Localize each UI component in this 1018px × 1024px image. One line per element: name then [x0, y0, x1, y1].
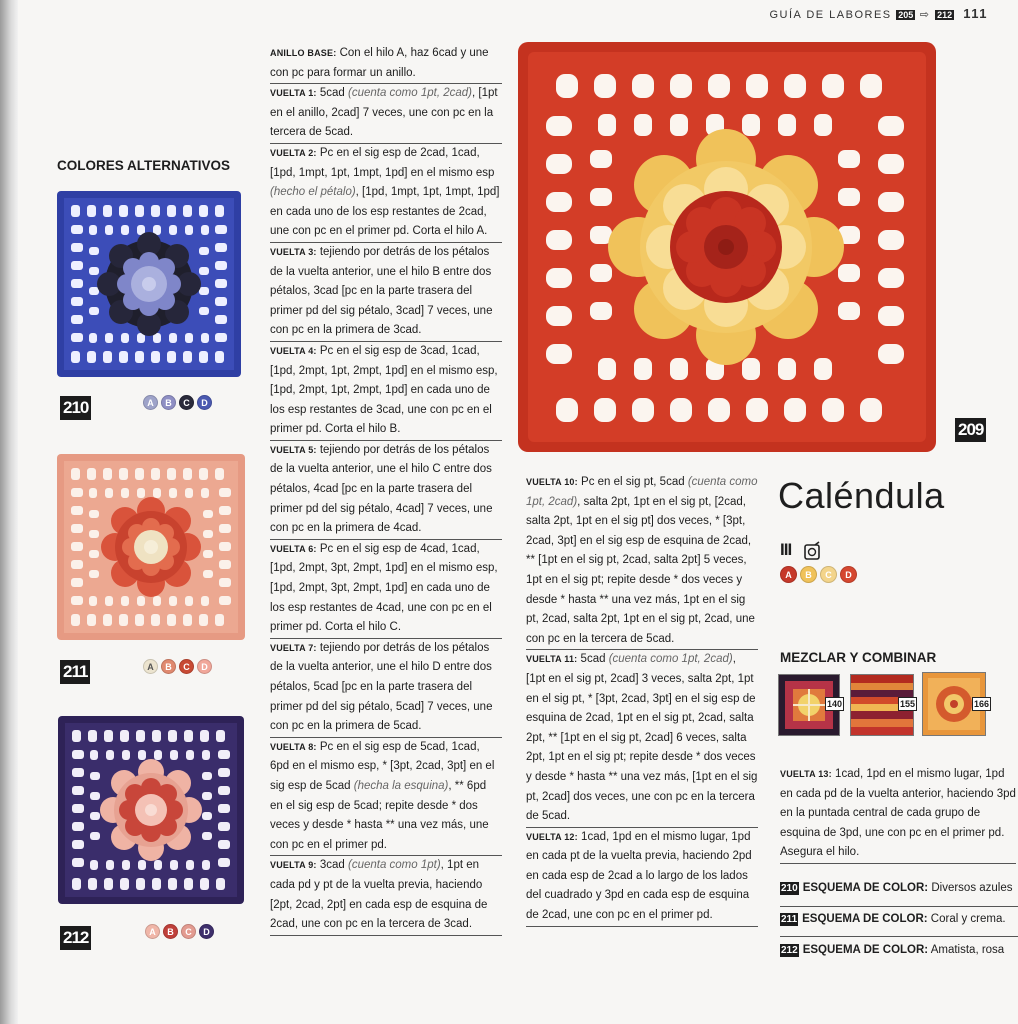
- range-to-badge: 212: [937, 10, 953, 20]
- instruction-text: Pc en el sig esp de 5cad, 1cad, 6pd en el mismo esp, * [3pt, 2cad, 3pt] en el sig esp de 5cad: [270, 740, 495, 792]
- instruction-text: Pc en el sig esp de 2cad, 1cad, [1pd, 1mpt, 1pt, 1mpt, 1pd] en el mismo esp: [270, 146, 495, 179]
- instruction-text: 5cad: [580, 653, 609, 666]
- color-dot-d: D: [197, 659, 212, 674]
- section-title: GUÍA DE LABORES: [769, 9, 892, 21]
- instruction-text: (cuenta como 1pt): [347, 859, 441, 872]
- color-dot-b: B: [163, 924, 178, 939]
- color-dot-c: C: [179, 395, 194, 410]
- instructions-column-1: [270, 44, 502, 936]
- color-dot-c: C: [181, 924, 196, 939]
- instruction-text: , [1pt en el sig pt, 2cad] 3 veces, salta 2pt, 1pt en el sig pt, * [3pt, 2cad, 3pt] en el sig esp de esquina de 2cad, 1pt en el sig pt, 2cad, salta 2pt, ** [1pt en el sig pt, 2cad] 6 veces, salta 2pt, 1pt en el sig pt; repite desde * dos veces y desde * hasta ** una vez más, [1pt en el sig pt, 2cad] dos veces, une con pc en la tercera de 5cad.: [526, 653, 758, 823]
- instruction-text: Pc en el sig pt, 5cad: [581, 476, 688, 488]
- granny-square-211-image: [57, 454, 245, 640]
- mix-match-title: MEZCLAR Y COMBINAR: [780, 650, 937, 665]
- pattern-number-212: 212: [60, 926, 91, 950]
- instruction-text: tejiendo por detrás de los pétalos de la vuelta anterior, une el hilo D entre dos pétalos, 5cad [pc en la parte trasera del primer pd del sig pétalo, 5cad] 7 veces, une con pc en la primera de 5cad.: [270, 641, 493, 733]
- instruction-text: , ** 6pd en el sig esp de 5cad; repite desde * dos veces y desde * hasta ** una vez más, une con pc en el primer pd.: [270, 779, 489, 851]
- color-dots-212: [145, 924, 214, 939]
- color-dot-c: C: [820, 566, 837, 583]
- instruction-text: (cuenta como 1pt, 2cad): [608, 653, 733, 666]
- crochet-hook-icon: [803, 541, 823, 561]
- main-color-dots: [780, 566, 857, 583]
- granny-square-210-image: [57, 191, 241, 377]
- instruction-text: (cuenta como 1pt, 2cad): [347, 87, 472, 100]
- alt-colors-title: COLORES ALTERNATIVOS: [57, 158, 231, 173]
- instruction-paragraph: [526, 650, 758, 827]
- round-label: VUELTA 11:: [526, 654, 578, 665]
- color-dot-a: A: [145, 924, 160, 939]
- color-dot-b: B: [161, 395, 176, 410]
- arrow-right-icon: ⇨: [919, 9, 931, 21]
- pattern-number-209: 209: [955, 418, 986, 442]
- difficulty-rating: III: [780, 540, 792, 559]
- color-dot-d: D: [199, 924, 214, 939]
- page-header: [769, 6, 988, 21]
- color-dot-a: A: [780, 566, 797, 583]
- instruction-text: tejiendo por detrás de los pétalos de la vuelta anterior, une el hilo B entre dos pétalos, 3cad [pc en la parte trasera del primer pd del sig pétalo, 3cad] 7 veces, une con pc en la primera de 3cad.: [270, 245, 493, 337]
- instruction-paragraph: [270, 44, 502, 84]
- instruction-text: 1cad, 1pd en el mismo lugar, 1pd en cada pd de la vuelta anterior, haciendo 3pd en la puntada central de cada grupo de esquina de 3pd, une con pc en el primer pd. Asegura el hilo.: [780, 768, 1016, 859]
- color-dot-a: A: [143, 659, 158, 674]
- round-label: VUELTA 2:: [270, 147, 317, 158]
- instruction-paragraph: [270, 738, 502, 857]
- round-label: VUELTA 1:: [270, 88, 317, 99]
- instruction-text: (cuenta como 1pt, 2cad): [526, 476, 758, 508]
- instruction-text: Pc en el sig esp de 4cad, 1cad, [1pd, 2mpt, 3pt, 2mpt, 1pd] en el mismo esp, [1pd, 2mpt, 3pt, 2mpt, 1pd] en cada uno de los esp restantes de 4cad, une con pc en el primer pd. Corta el hilo C.: [270, 542, 498, 634]
- instruction-paragraph: [526, 828, 758, 927]
- instruction-paragraph: [270, 639, 502, 738]
- color-dot-a: A: [143, 395, 158, 410]
- instruction-text: 1cad, 1pd en el mismo lugar, 1pd en cada pt de la vuelta previa, haciendo 2pd en cada esp de 2cad a lo largo de los lados del cuadrado y 3pd en cada esp de esquina de 2cad, une con pc en el primer pd.: [526, 830, 752, 922]
- granny-square-212-image: [58, 716, 244, 904]
- instruction-paragraph: [526, 473, 758, 650]
- round-label: VUELTA 9:: [270, 860, 317, 871]
- instruction-text: , salta 2pt, 1pt en el sig pt, [2cad, salta 2pt, 1pt en el sig pt] dos veces, * [3pt, 2cad, 3pt] en el sig esp de esquina de 2cad, ** [1pt en el sig pt, 2cad, salta 2pt] 5 veces, 1pt en el sig pt; repite desde * dos veces y desde * hasta ** una vez más, 1pt en el sig pt, 2cad, salta 2pt, 1pt en el sig pt, 2cad, une con pc en la tercera de 5cad.: [526, 495, 755, 645]
- instruction-text: Pc en el sig esp de 3cad, 1cad, [1pd, 2mpt, 1pt, 2mpt, 1pd] en el mismo esp, [1pd, 2mpt, 1pt, 2mpt, 1pd] en cada uno de los esp restantes de 3cad, une con pc en el primer pd. Corta el hilo B.: [270, 344, 498, 436]
- instruction-paragraph: [270, 144, 502, 243]
- instruction-paragraph: [270, 243, 502, 342]
- color-dots-211: [143, 659, 212, 674]
- color-dot-b: B: [800, 566, 817, 583]
- color-dot-d: D: [840, 566, 857, 583]
- color-dot-c: C: [179, 659, 194, 674]
- color-dot-d: D: [197, 395, 212, 410]
- instructions-column-3: [780, 765, 1016, 864]
- round-label: VUELTA 7:: [270, 642, 317, 653]
- round-label: VUELTA 4:: [270, 345, 317, 356]
- round-label: ANILLO BASE:: [270, 48, 337, 58]
- instruction-text: , [1pd, 1mpt, 1pt, 1mpt, 1pd] en cada uno de los esp restantes de 2cad, une con pc en el primer pd. Corta el hilo A.: [270, 186, 500, 238]
- instruction-paragraph: [270, 856, 502, 935]
- round-label: VUELTA 3:: [270, 246, 317, 257]
- instruction-paragraph: [270, 342, 502, 441]
- instruction-text: 5cad: [319, 87, 348, 100]
- round-label: VUELTA 6:: [270, 543, 317, 554]
- color-scheme-212: 212 ESQUEMA DE COLOR: Amatista, rosa: [781, 944, 1005, 956]
- mix-number-155: 155: [900, 699, 916, 709]
- round-label: VUELTA 8:: [270, 741, 317, 752]
- instruction-text: (hecho el pétalo): [270, 186, 356, 199]
- round-label: VUELTA 12:: [526, 831, 578, 842]
- pattern-number-211: 211: [60, 660, 90, 684]
- instruction-text: 3cad: [319, 859, 348, 872]
- instructions-column-2: [526, 473, 758, 927]
- round-label: VUELTA 10:: [526, 477, 578, 487]
- round-label: VUELTA 5:: [270, 444, 317, 455]
- instruction-text: , [1pt en el anillo, 2cad] 7 veces, une con pc en la tercera de 5cad.: [270, 87, 498, 139]
- instruction-paragraph: [270, 441, 502, 540]
- color-scheme-211: 211 ESQUEMA DE COLOR: Coral y crema.: [781, 913, 1006, 925]
- divider: [780, 906, 1018, 907]
- instruction-paragraph: [780, 765, 1016, 864]
- mix-number-166: 166: [974, 699, 990, 709]
- granny-square-209-image: [518, 42, 936, 452]
- pattern-number-210: 210: [60, 396, 91, 420]
- instruction-text: Con el hilo A, haz 6cad y une con pc para formar un anillo.: [270, 47, 489, 79]
- instruction-paragraph: [270, 540, 502, 639]
- book-spine: [0, 0, 18, 1024]
- pattern-title: Caléndula: [778, 475, 945, 516]
- color-scheme-210: 210 ESQUEMA DE COLOR: Diversos azules: [781, 882, 1013, 894]
- instruction-text: tejiendo por detrás de los pétalos de la vuelta anterior, une el hilo C entre dos pétalos, 4cad [pc en la parte trasera del primer pd del sig pétalo, 4cad] 7 veces, une con pc en la primera de 4cad.: [270, 443, 493, 535]
- instruction-text: , 1pt en cada pd y pt de la vuelta previa, haciendo [2pt, 2cad, 2pt] en cada esp de esquina de 2cad, une con pc en la tercera de 3cad.: [270, 859, 488, 931]
- page-number: 111: [963, 6, 988, 21]
- range-from-badge: 205: [898, 10, 914, 20]
- round-label: VUELTA 13:: [780, 769, 832, 779]
- divider: [780, 936, 1018, 937]
- instruction-paragraph: [270, 84, 502, 144]
- color-dot-b: B: [161, 659, 176, 674]
- color-dots-210: [143, 395, 212, 410]
- mix-number-140: 140: [827, 699, 843, 709]
- instruction-text: (hecha la esquina): [353, 779, 449, 792]
